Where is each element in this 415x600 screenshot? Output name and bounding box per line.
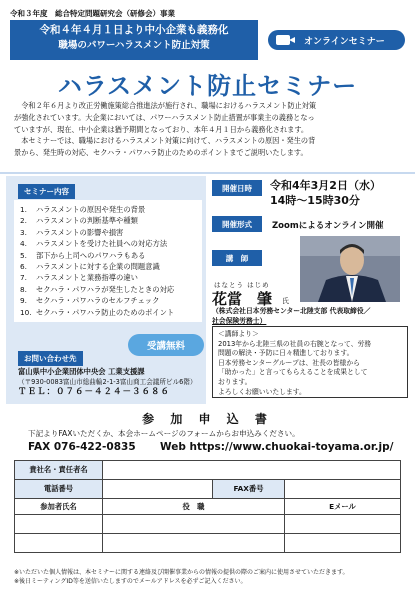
topic-item: 5. 部下から上司へのパワハラもある [20, 250, 146, 260]
website-link[interactable]: Web https://www.chuokai-toyama.or.jp/ [160, 441, 394, 453]
intro-line: 令和２年６月より改正労働施策総合推進法が施行され、職場におけるハラスメント防止対策 [21, 101, 317, 110]
free-admission-badge: 受講無料 [128, 334, 204, 356]
participant-email-field[interactable] [285, 515, 401, 534]
topic-item: 7. ハラスメントと業務指導の違い [20, 273, 138, 283]
profile-line: よろしくお願いいたします。 [218, 387, 306, 396]
contact-tel: ＴＥＬ：０７６－４２４－３６８６ [18, 387, 171, 397]
participant-header-row [15, 499, 401, 515]
seminar-content-panel [6, 176, 206, 404]
intro-text [14, 100, 406, 159]
event-date [270, 178, 381, 208]
intro-line: が強化されています。大企業においては、パワーハラスメント防止措置が事業主の義務となっ [14, 112, 315, 122]
speaker-photo [300, 236, 400, 302]
footnote: ※いただいた個人情報は、本セミナーに関する連絡及び開催事業からの情報の提供の際のご案内に使用させていただきます。 [14, 569, 349, 576]
contact-label: お問い合わせ先 [18, 351, 83, 366]
fax-field[interactable] [285, 480, 401, 499]
application-heading: 参 加 申 込 書 [142, 412, 273, 426]
date-value: 令和4年3月2日（水） [270, 179, 381, 192]
divider [0, 172, 415, 174]
participant-name-field[interactable] [15, 515, 103, 534]
topic-item: 1. ハラスメントの原因や発生の背景 [20, 205, 146, 214]
company-row [15, 461, 401, 480]
participant-name-field[interactable] [15, 534, 103, 553]
online-seminar-badge [268, 30, 405, 50]
participant-row [15, 534, 401, 553]
affiliation-line: 社会保険労務士） [212, 317, 267, 325]
speaker-affiliation [212, 306, 408, 326]
page-title: ハラスメント防止セミナー [57, 72, 358, 100]
phone-label: 電話番号 [15, 480, 103, 499]
speaker-honorific: 氏 [282, 297, 289, 305]
application-form [14, 460, 401, 553]
speaker-label: 講 師 [212, 250, 262, 266]
profile-line: 日本労務センターグループは、社長の皆様から [218, 358, 360, 367]
topic-item: 3. ハラスメントの影響や損害 [20, 227, 124, 237]
banner-line-2: 職場のパワーハラスメント防止対策 [58, 40, 210, 51]
time-value: 14時～15時30分 [270, 194, 360, 207]
participant-email-field[interactable] [285, 534, 401, 553]
organizer-line: 令和３年度 総合特定問題研究会（研修会）事業 [10, 9, 175, 18]
online-badge-label: オンラインセミナー [304, 36, 385, 47]
video-camera-icon [276, 33, 298, 47]
intro-line: 本セミナーでは、職場におけるハラスメント対策に向けて、ハラスメントの原因・発生の背 [21, 136, 316, 146]
fax-label: FAX番号 [213, 480, 285, 499]
participant-role-field[interactable] [103, 534, 285, 553]
application-instruction: 下記よりFAXいただくか、本会ホームページのフォームからお申込みください。 [28, 429, 300, 438]
format-label: 開催形式 [212, 216, 262, 232]
topic-item: 9. セクハラ・パワハラのセルフチェック [20, 296, 160, 306]
contact-org: 富山県中小企業団体中央会 工業支援課 [18, 367, 145, 376]
phone-field[interactable] [103, 480, 213, 499]
format-value: Zoomによるオンライン開催 [272, 221, 384, 231]
company-field[interactable] [103, 461, 401, 480]
intro-line: ていますが、現在、中小企業は猶予期間となっており、本年４月１日から義務化されます。 [14, 124, 309, 134]
footnotes [14, 568, 404, 586]
footnote: ※後日ミーティングID等を送信いたしますのでメールアドレスを必ずご記入ください。 [14, 578, 247, 585]
fax-number: FAX 076-422-0835 [28, 441, 136, 453]
date-label: 開催日時 [212, 180, 262, 196]
contact-address: （〒930-0083富山市総曲輪2-1-3富山商工会議所ビル6階） [18, 378, 197, 386]
role-header: 役 職 [103, 499, 285, 515]
topic-list [14, 200, 202, 322]
topic-item: 2. ハラスメントの判断基準や種類 [20, 216, 138, 226]
company-label: 貴社名・責任者名 [15, 461, 103, 480]
profile-line: 「助かった」と言ってもらえることを成果として [218, 368, 368, 377]
speaker-message-box [212, 326, 408, 398]
speaker-name-reading: はなとう はじめ [214, 281, 270, 289]
email-header: Eメール [285, 499, 401, 515]
topic-item: 8. セクハラ・パワハラが発生したときの対応 [20, 284, 175, 294]
profile-line: おります。 [218, 377, 252, 386]
participant-row [15, 515, 401, 534]
affiliation-line: （株式会社日本労務センター北陸支部 代表取締役／ [212, 307, 371, 315]
participant-name-header: 参加者氏名 [15, 499, 103, 515]
topic-item: 4. ハラスメントを受けた社員への対応方法 [20, 239, 168, 249]
phone-row [15, 480, 401, 499]
profile-line: ＜講師より＞ [218, 330, 259, 338]
profile-line: 問題の解決・予防に日々精進しております。 [218, 349, 354, 358]
speaker-name: 花當 肇 [212, 290, 273, 308]
banner-line-1: 令和４年４月１日より中小企業も義務化 [39, 24, 229, 36]
topic-item: 10. セクハラ・パワハラ防止のためのポイント [20, 307, 175, 317]
seminar-content-label: セミナー内容 [18, 184, 75, 199]
headline-banner [10, 20, 258, 60]
contact-info [18, 367, 204, 397]
topic-item: 6. ハラスメントに対する企業の問題意識 [20, 262, 160, 272]
profile-line: 2013年から北陸三県の社員の右腕となって、労務 [218, 339, 372, 348]
intro-line: 景から、発生時の対応、セクハラ・パワハラ防止のためのポイントまでご説明いたします。 [14, 148, 308, 158]
participant-role-field[interactable] [103, 515, 285, 534]
